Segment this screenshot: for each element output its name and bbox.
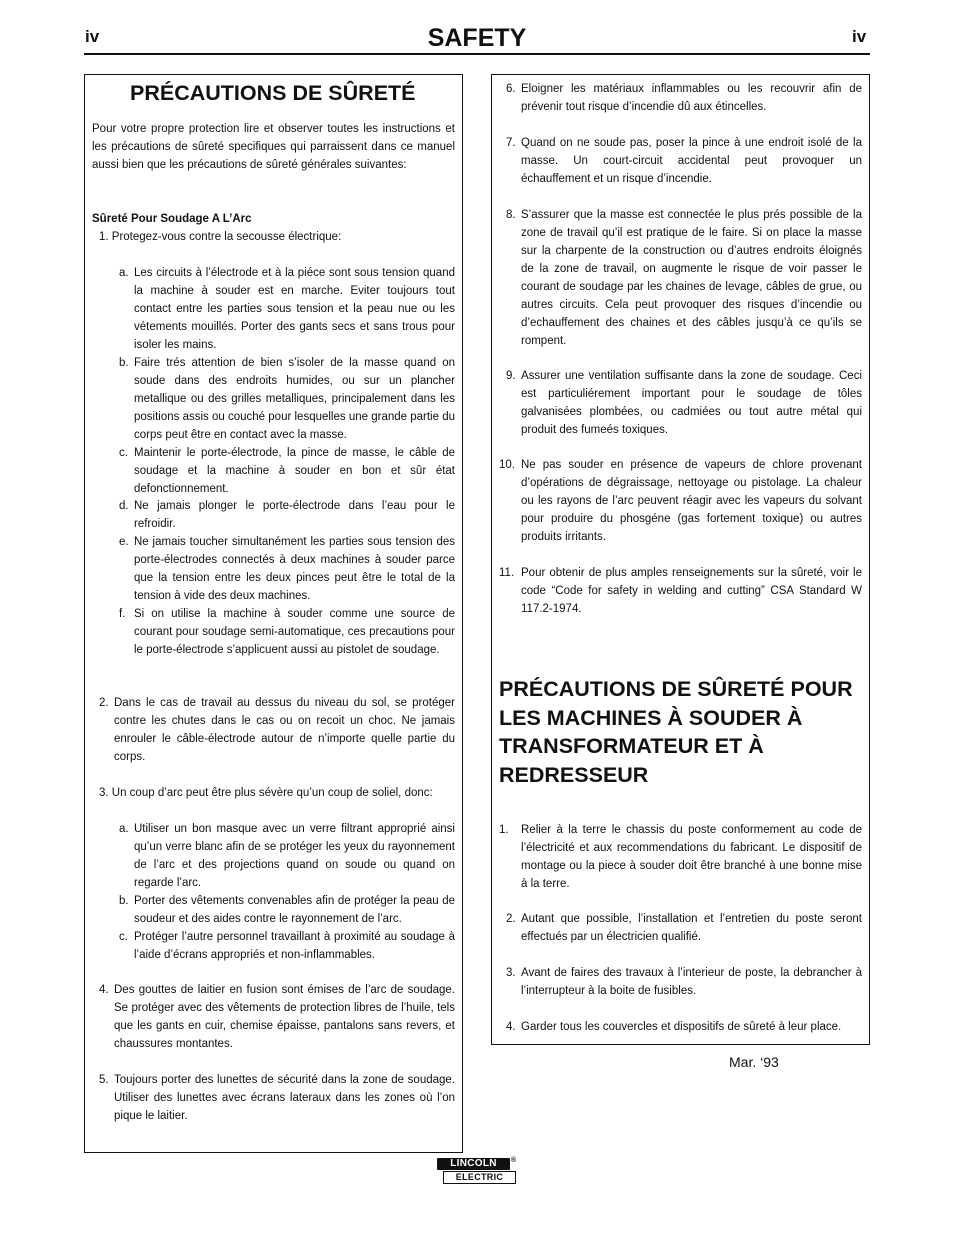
- item-1e-label: e.: [119, 536, 129, 548]
- left-heading: PRÉCAUTIONS DE SÛRETÉ: [130, 81, 416, 105]
- item-1-text: 1. Protegez-vous contre la secousse électrique:: [99, 231, 342, 243]
- item-10-text: Ne pas souder en présence de vapeurs de chlore provenant d’opérations de dégraissage, nettoyage ou pistolage. La chaleur ou les rayons de l’arc peuvent réagir avec les vapeurs du solvant pour produire du phosgéne (gas fortement toxique) ou autres produits irritants.: [521, 459, 862, 543]
- item-3-text: 3. Un coup d’arc peut être plus sévère qu’un coup de soliel, donc:: [99, 787, 433, 799]
- registered-mark: ®: [511, 1157, 517, 1164]
- item-8: [506, 206, 862, 350]
- transformer-heading-line-1: PRÉCAUTIONS DE SÛRETÉ POUR: [499, 677, 853, 701]
- header-rule: [84, 53, 870, 55]
- transformer-item-3-number: 3.: [506, 967, 516, 979]
- item-7-number: 7.: [506, 137, 516, 149]
- item-3c-label: c.: [119, 931, 128, 943]
- item-1e: [119, 533, 455, 605]
- item-6: [506, 80, 862, 116]
- lincoln-electric-logo: [437, 1158, 518, 1186]
- page-number-right: iv: [852, 27, 867, 46]
- item-5-number: 5.: [99, 1074, 109, 1086]
- item-3b-label: b.: [119, 895, 129, 907]
- item-5: [99, 1071, 455, 1125]
- item-2: [99, 694, 455, 766]
- transformer-heading-line-2: LES MACHINES À SOUDER À: [499, 705, 803, 730]
- transformer-item-4-number: 4.: [506, 1021, 516, 1033]
- transformer-item-4: [506, 1018, 862, 1036]
- item-8-number: 8.: [506, 209, 516, 221]
- item-1d-label: d.: [119, 500, 129, 512]
- item-10: [499, 456, 862, 546]
- transformer-item-3-text: Avant de faires des travaux à l’interieur de poste, la debrancher à l’interrupteur à la boite de fusibles.: [521, 967, 862, 997]
- item-1a-text: Les circuits à l’électrode et à la piéce sont sous tension quand la machine à souder est en marche. Eviter toujours tout contact entre les parties sous tension et la peau nue ou les vétements mouillés. Porter des gants secs et sans trous pour isoler les mains.: [134, 267, 455, 351]
- item-3a-label: a.: [119, 823, 129, 835]
- revision-date: Mar. ‘93: [729, 1054, 779, 1070]
- logo-bottom-bar: ELECTRIC: [443, 1171, 516, 1184]
- page-title: SAFETY: [427, 24, 527, 52]
- item-1c-label: c.: [119, 447, 128, 459]
- item-3a-text: Utiliser un bon masque avec un verre filtrant approprié ainsi qu’un verre blanc afin de se protéger les yeux du rayonnement de l’arc et des projections quand on soude ou quand on regarde l’arc.: [134, 823, 455, 889]
- item-11: [499, 564, 862, 618]
- transformer-item-1: [499, 821, 862, 893]
- item-4: [99, 981, 455, 1053]
- item-3b: [119, 892, 455, 928]
- item-9-text: Assurer une ventilation suffisante dans la zone de soudage. Ceci est particuliérement important pour le soudage de tôles galvanisées plombées, ou cadmiées ou tout autre métal qui produit des fumeés toxiques.: [521, 370, 862, 436]
- transformer-item-2: [506, 910, 862, 946]
- arc-welding-subheading: Sûreté Pour Soudage A L’Arc: [92, 213, 252, 225]
- item-7-text: Quand on ne soude pas, poser la pince à une endroit isolé de la masse. Un court-circuit accidental peut provoquer un échauffement et un risque d’incendie.: [521, 137, 862, 185]
- item-1b-label: b.: [119, 357, 129, 369]
- item-1f: [119, 605, 455, 659]
- item-5-text: Toujours porter des lunettes de sécurité dans la zone de soudage. Utiliser des lunettes avec écrans lateraux dans les zones où l’on pique le laitier.: [114, 1074, 455, 1122]
- item-2-text: Dans le cas de travail au dessus du niveau du sol, se protéger contre les chutes dans le cas ou on recoit un choc. Ne jamais enrouler le câble-électrode autour de n’importe quelle partie du corps.: [114, 697, 455, 763]
- item-8-text: S’assurer que la masse est connectée le plus prés possible de la zone de travail qu’il est pratique de le faire. Si on place la masse sur la charpente de la construction ou d’autres endroits éloignés de la zone de travail, on augmente le risque de voir passer le courant de soudage par les chaines de levage, câbles de grue, ou autres circuits. Cela peut provoquer des risques d’incendie ou d’echauffement des chaines et des câbles jusqu’à ce qu’ils se rompent.: [521, 209, 862, 347]
- transformer-item-4-text: Garder tous les couvercles et dispositifs de sûreté à leur place.: [521, 1021, 842, 1033]
- item-4-number: 4.: [99, 984, 109, 996]
- item-3a: [119, 820, 455, 892]
- item-1d: [119, 497, 455, 533]
- item-1f-text: Si on utilise la machine à souder comme une source de courant pour soudage semi-automatique, ces precautions pour le porte-électrode s’applicuent aussi au pistolet de soudage.: [134, 608, 455, 656]
- item-1a-label: a.: [119, 267, 129, 279]
- item-7: [506, 134, 862, 188]
- item-1d-text: Ne jamais plonger le porte-électrode dans l’eau pour le refroidir.: [134, 500, 455, 530]
- item-11-number: 11.: [499, 567, 515, 579]
- item-1b-text: Faire trés attention de bien s’isoler de la masse quand on soude dans des endroits humides, ou sur un plancher metallique ou des grilles metalliques, principalement dans les positions assis ou couché pour lesquelles une grande partie du corps peut être en contact avec la masse.: [134, 357, 455, 441]
- intro-paragraph: Pour votre propre protection lire et observer toutes les instructions et les précautions de sûreté specifiques qui parraissent dans ce manuel aussi bien que les précautions de sûreté générales suivantes:: [92, 123, 455, 171]
- item-1f-label: f.: [119, 608, 126, 620]
- item-1a: [119, 264, 455, 354]
- item-10-number: 10.: [499, 459, 515, 471]
- item-6-number: 6.: [506, 83, 516, 95]
- item-9: [506, 367, 862, 439]
- item-4-text: Des gouttes de laitier en fusion sont émises de l’arc de soudage. Se protéger avec des vêtements de protection libres de l’huile, tels que les gants en cuir, chemise épaisse, pantalons sans revers, et chaussures montantes.: [114, 984, 455, 1050]
- item-3c: [119, 928, 455, 964]
- item-3b-text: Porter des vêtements convenables afin de protéger la peau de soudeur et des aides contre le rayonnement de l’arc.: [134, 895, 455, 925]
- item-1b: [119, 354, 455, 444]
- item-6-text: Eloigner les matériaux inflammables ou les recouvrir afin de prévenir tout risque d’incendie dû aux étincelles.: [521, 83, 862, 113]
- item-1e-text: Ne jamais toucher simultanément les parties sous tension des porte-électrodes connectés à deux machines à souder parce que la tension entre les deux pinces peut être le total de la tension à vide des deux machines.: [134, 536, 455, 602]
- transformer-item-2-text: Autant que possible, l’installation et l’entretien du poste seront effectués par un électricien qualifié.: [521, 913, 862, 943]
- item-2-number: 2.: [99, 697, 109, 709]
- transformer-heading: [499, 675, 853, 789]
- item-1c-text: Maintenir le porte-électrode, la pince de masse, le câble de soudage et la machine à souder en bon et sûr état defonctionnement.: [134, 447, 455, 495]
- transformer-item-2-number: 2.: [506, 913, 516, 925]
- transformer-item-1-text: Relier à la terre le chassis du poste conformement au code de l’électricité et aux recommendations du fabricant. Le dispositif de montage ou la piece à souder doit être branché à une bonne mise à la terre.: [521, 824, 862, 890]
- item-3c-text: Protéger l’autre personnel travaillant à proximité au soudage à l’aide d’écrans appropriés et non-inflammables.: [134, 931, 455, 961]
- page-number-left: iv: [85, 27, 100, 46]
- item-1c: [119, 444, 455, 498]
- transformer-heading-line-3: TRANSFORMATEUR ET À: [499, 734, 764, 758]
- transformer-item-1-number: 1.: [499, 824, 509, 836]
- logo-top-bar: LINCOLN: [437, 1158, 510, 1170]
- item-9-number: 9.: [506, 370, 516, 382]
- transformer-item-3: [506, 964, 862, 1000]
- item-11-text: Pour obtenir de plus amples renseignements sur la sûreté, voir le code “Code for safety in welding and cutting” CSA Standard W 117.2-1974.: [521, 567, 862, 615]
- transformer-heading-line-4: REDRESSEUR: [499, 762, 649, 787]
